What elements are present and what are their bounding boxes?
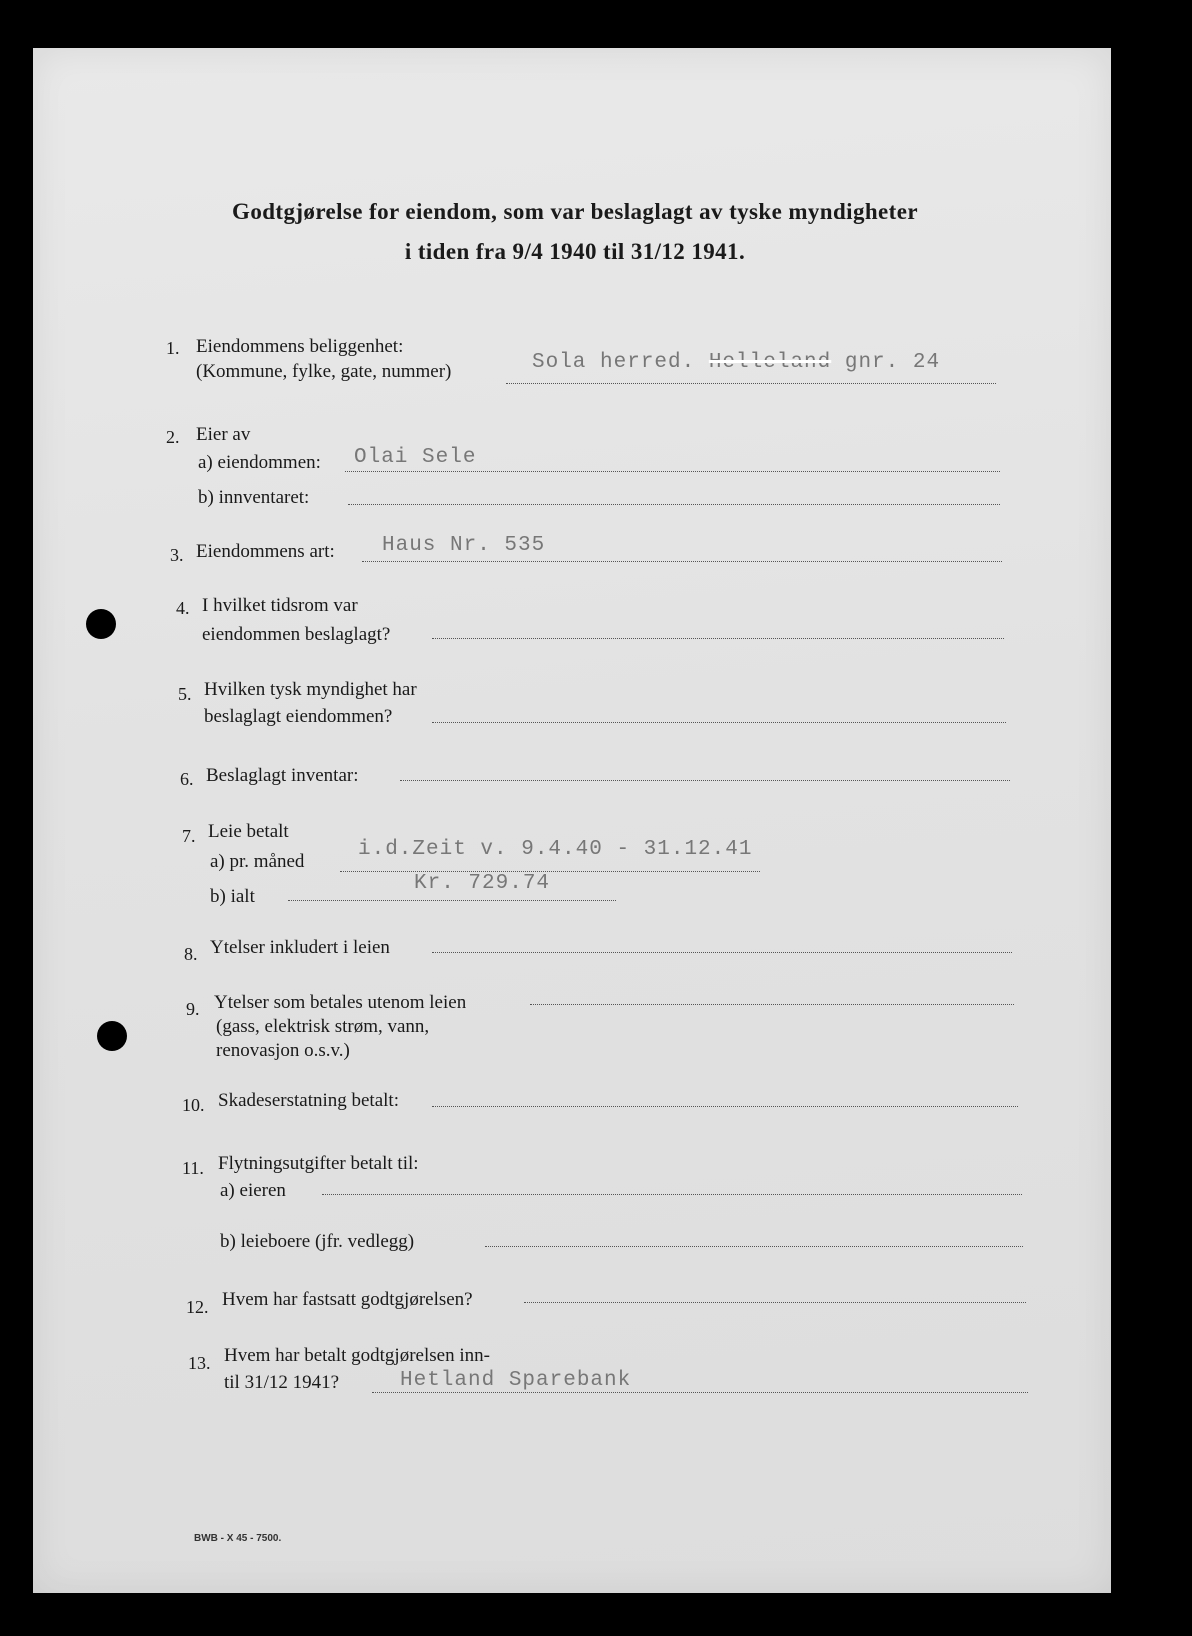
item-number: 10. <box>182 1095 205 1115</box>
item-2a-line <box>345 471 1000 472</box>
item-8-label: Ytelser inkludert i leien <box>210 937 390 958</box>
item-5-label: Hvilken tysk myndighet har <box>204 679 417 700</box>
item-number: 1. <box>166 338 180 358</box>
print-code: BWB - X 45 - 7500. <box>194 1533 282 1544</box>
item-number: 3. <box>170 545 184 565</box>
punch-hole <box>86 609 116 639</box>
item-1-sublabel: (Kommune, fylke, gate, nummer) <box>196 361 452 382</box>
item-number: 2. <box>166 427 180 447</box>
item-number: 9. <box>186 999 200 1019</box>
item-9-line <box>530 1004 1014 1005</box>
item-6-label: Beslaglagt inventar: <box>206 765 359 786</box>
item-number: 7. <box>182 826 196 846</box>
item-9-label: Ytelser som betales utenom leien <box>214 992 467 1013</box>
item-1-value-b: Helleland <box>708 351 832 374</box>
item-4-sublabel: eiendommen beslaglagt? <box>202 624 391 645</box>
item-1-value-c: gnr. 24 <box>831 351 941 374</box>
title-line-2: i tiden fra 9/4 1940 til 31/12 1941. <box>404 239 746 264</box>
item-3-label: Eiendommens art: <box>196 541 335 562</box>
item-3-line <box>362 561 1002 562</box>
item-2a-label: a) eiendommen: <box>198 452 321 473</box>
item-1-value-a: Sola herred. <box>532 351 709 374</box>
item-3-value: Haus Nr. 535 <box>382 534 546 557</box>
item-number: 5. <box>178 684 192 704</box>
item-number: 11. <box>182 1158 204 1178</box>
item-2-label: Eier av <box>196 424 251 445</box>
item-6-line <box>400 780 1010 781</box>
item-11b-line <box>485 1246 1023 1247</box>
form-title <box>0 192 1150 272</box>
item-11-label: Flytningsutgifter betalt til: <box>218 1153 419 1174</box>
item-12-line <box>524 1302 1026 1303</box>
punch-hole <box>97 1021 127 1051</box>
item-7b-line <box>288 900 616 901</box>
item-13-value: Hetland Sparebank <box>400 1369 632 1392</box>
item-13-label: Hvem har betalt godtgjørelsen inn- <box>224 1345 490 1366</box>
item-11b-label: b) leieboere (jfr. vedlegg) <box>220 1231 415 1252</box>
item-12-label: Hvem har fastsatt godtgjørelsen? <box>222 1289 473 1310</box>
item-10-line <box>432 1106 1018 1107</box>
item-7a-label: a) pr. måned <box>210 851 305 872</box>
item-2a-value: Olai Sele <box>354 446 477 469</box>
item-4-line <box>432 638 1004 639</box>
item-13-sublabel: til 31/12 1941? <box>224 1372 340 1393</box>
item-11a-label: a) eieren <box>220 1180 286 1201</box>
item-1-value <box>532 351 940 374</box>
item-number: 12. <box>186 1297 209 1317</box>
item-number: 13. <box>188 1353 211 1373</box>
item-7b-label: b) ialt <box>210 886 255 907</box>
item-9-sublabel-1: (gass, elektrisk strøm, vann, <box>216 1016 430 1037</box>
item-5-line <box>432 722 1006 723</box>
item-4-label: I hvilket tidsrom var <box>202 595 358 616</box>
item-2b-label: b) innventaret: <box>198 487 310 508</box>
item-5-sublabel: beslaglagt eiendommen? <box>204 706 393 727</box>
item-number: 6. <box>180 769 194 789</box>
item-1-line <box>506 383 996 384</box>
item-7-label: Leie betalt <box>208 821 289 842</box>
item-7b-value: Kr. 729.74 <box>414 872 551 895</box>
item-10-label: Skadeserstatning betalt: <box>218 1090 399 1111</box>
item-1-label: Eiendommens beliggenhet: <box>196 336 404 357</box>
item-2b-line <box>348 504 1000 505</box>
item-number: 8. <box>184 944 198 964</box>
title-line-1: Godtgjørelse for eiendom, som var beslaglagt av tyske myndigheter <box>232 199 918 224</box>
item-8-line <box>432 952 1012 953</box>
item-7a-value: i.d.Zeit v. 9.4.40 - 31.12.41 <box>358 838 753 861</box>
item-11a-line <box>322 1194 1022 1195</box>
item-9-sublabel-2: renovasjon o.s.v.) <box>216 1040 350 1061</box>
item-number: 4. <box>176 598 190 618</box>
item-13-line <box>372 1392 1028 1393</box>
